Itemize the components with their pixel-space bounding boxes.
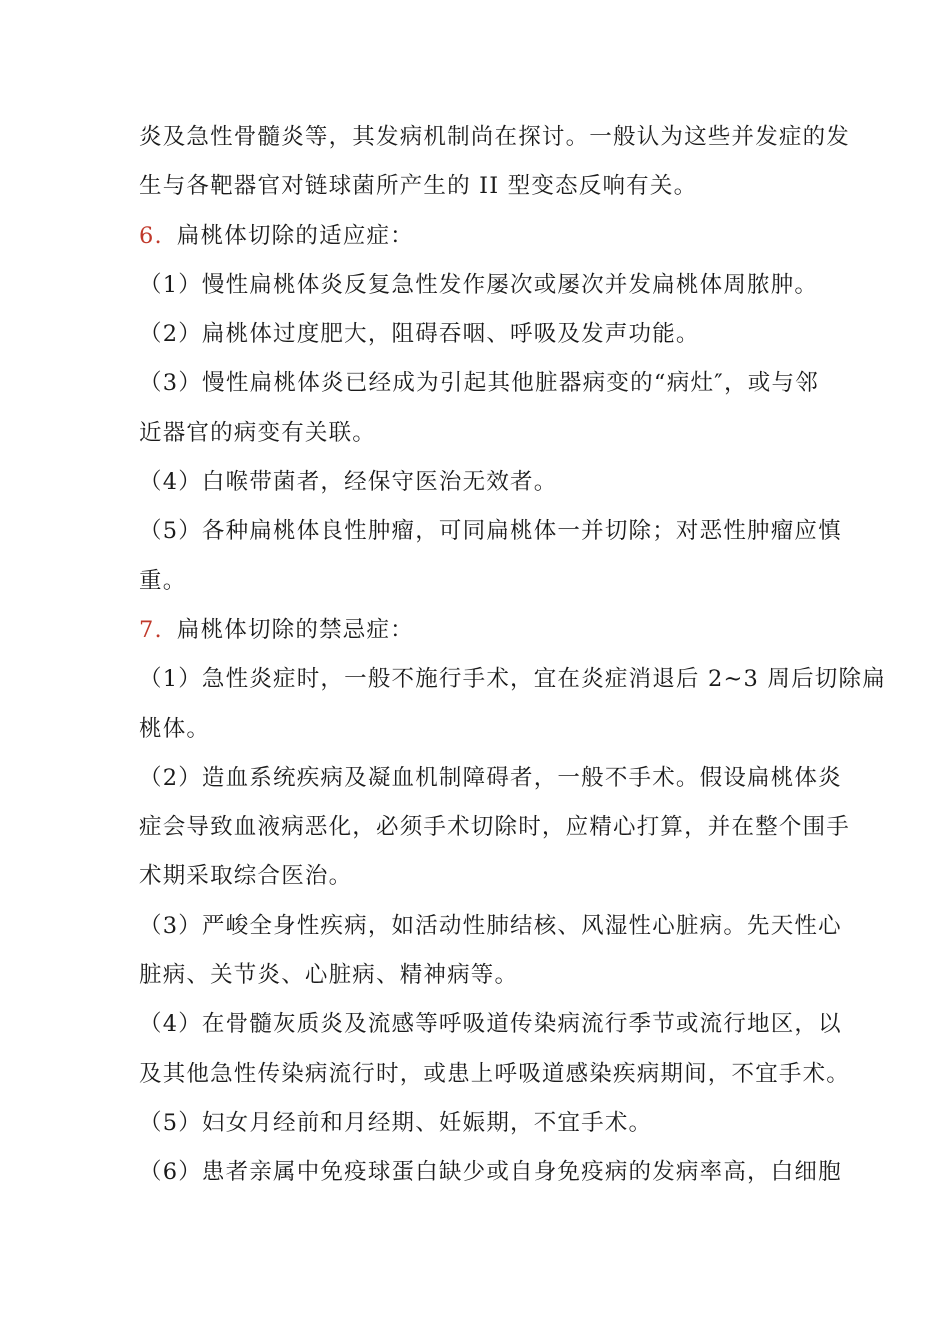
line-text: 近器官的病变有关联。 bbox=[139, 419, 377, 446]
line-text: （3）严峻全身性疾病，如活动性肺结核、风湿性心脏病。先天性心 bbox=[139, 912, 842, 939]
line-text: （2）造血系统疾病及凝血机制障碍者，一般不手术。假设扁桃体炎 bbox=[139, 764, 842, 791]
line-text: 症会导致血液病恶化，必须手术切除时，应精心打算，并在整个围手 bbox=[139, 814, 851, 841]
paragraph-line bbox=[139, 359, 819, 408]
paragraph-line bbox=[139, 1050, 851, 1099]
line-text: 脏病、关节炎、心脏病、精神病等。 bbox=[139, 962, 519, 989]
line-text: 生与各靶器官对链球菌所产生的 II 型变态反响有关。 bbox=[139, 173, 698, 200]
line-text: （1）慢性扁桃体炎反复急性发作屡次或屡次并发扁桃体周脓肿。 bbox=[139, 271, 819, 298]
line-text: （2）扁桃体过度肥大，阻碍吞咽、呼吸及发声功能。 bbox=[139, 321, 700, 348]
paragraph-line bbox=[139, 803, 851, 852]
paragraph-line bbox=[139, 507, 842, 556]
line-text: （4）白喉带菌者，经保守医治无效者。 bbox=[139, 469, 558, 496]
line-text: 扁桃体切除的禁忌症： bbox=[176, 616, 414, 643]
line-text: 重。 bbox=[139, 567, 187, 594]
paragraph-line bbox=[139, 852, 819, 901]
section-number: 7. bbox=[139, 616, 163, 643]
line-text: 桃体。 bbox=[139, 715, 211, 742]
line-text: （1）急性炎症时，一般不施行手术，宜在炎症消退后 2~3 周后切除扁 bbox=[139, 666, 886, 693]
paragraph-line bbox=[139, 310, 819, 359]
section-heading bbox=[139, 212, 819, 261]
line-text: （4）在骨髓灰质炎及流感等呼吸道传染病流行季节或流行地区，以 bbox=[139, 1011, 842, 1038]
paragraph-line bbox=[139, 113, 851, 162]
paragraph-line bbox=[139, 705, 819, 754]
paragraph-line bbox=[139, 458, 819, 507]
paragraph-line bbox=[139, 754, 842, 803]
paragraph-line bbox=[139, 1148, 842, 1197]
paragraph-line bbox=[139, 557, 819, 606]
paragraph-line bbox=[139, 902, 842, 951]
line-text: 术期采取综合医治。 bbox=[139, 863, 353, 890]
paragraph-line bbox=[139, 1099, 819, 1148]
paragraph-line bbox=[139, 261, 819, 310]
line-text: 扁桃体切除的适应症： bbox=[176, 222, 414, 249]
line-text: （5）各种扁桃体良性肿瘤，可同扁桃体一并切除；对恶性肿瘤应慎 bbox=[139, 518, 842, 545]
paragraph-line bbox=[139, 409, 819, 458]
paragraph-line bbox=[139, 655, 886, 704]
line-text: 及其他急性传染病流行时，或患上呼吸道感染疾病期间，不宜手术。 bbox=[139, 1060, 851, 1087]
paragraph-line bbox=[139, 951, 819, 1000]
line-text: 炎及急性骨髓炎等，其发病机制尚在探讨。一般认为这些并发症的发 bbox=[139, 124, 851, 150]
paragraph-line bbox=[139, 1000, 842, 1049]
paragraph-line bbox=[139, 162, 819, 211]
document-page bbox=[139, 113, 886, 1198]
line-text: （3）慢性扁桃体炎已经成为引起其他脏器病变的“病灶″，或与邻 bbox=[139, 370, 819, 397]
section-heading bbox=[139, 606, 819, 655]
line-text: （5）妇女月经前和月经期、妊娠期，不宜手术。 bbox=[139, 1109, 653, 1136]
line-text: （6）患者亲属中免疫球蛋白缺少或自身免疫病的发病率高，白细胞 bbox=[139, 1159, 842, 1186]
section-number: 6. bbox=[139, 222, 163, 249]
